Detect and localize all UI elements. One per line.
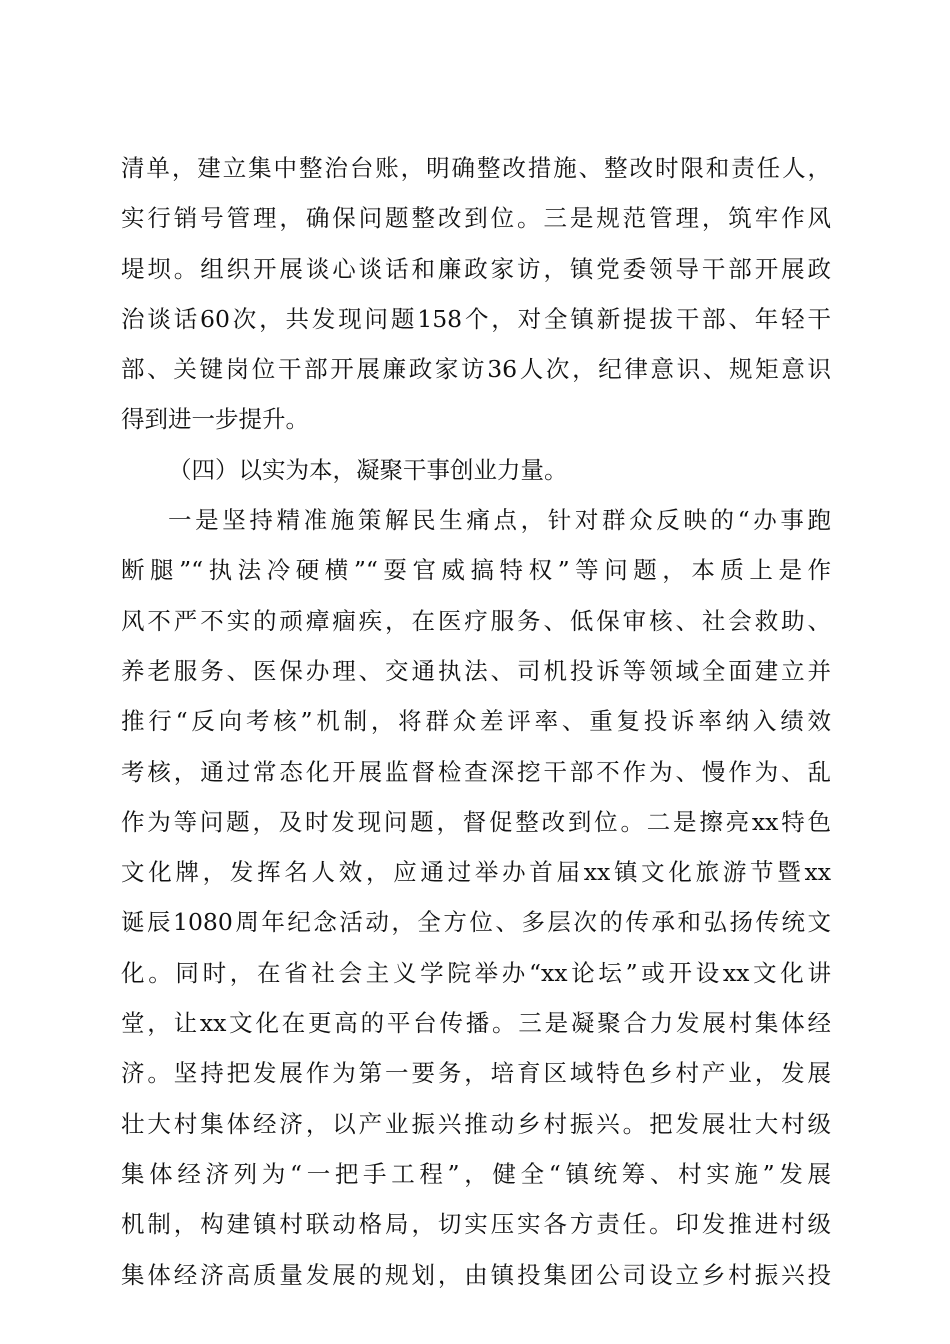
text-line: 推行“反向考核”机制，将群众差评率、重复投诉率纳入绩效: [121, 707, 831, 736]
text-line-paragraph-start: 一是坚持精准施策解民生痛点，针对群众反映的“办事跑: [168, 506, 831, 535]
text-line-paragraph-end: 得到进一步提升。: [121, 405, 309, 434]
text-line: 济。坚持把发展作为第一要务，培育区域特色乡村产业，发展: [121, 1059, 831, 1088]
text-line: 养老服务、医保办理、交通执法、司机投诉等领域全面建立并: [121, 656, 831, 685]
text-line: 化。同时，在省社会主义学院举办“xx论坛”或开设xx文化讲: [121, 958, 831, 987]
text-line: 诞辰1080周年纪念活动，全方位、多层次的传承和弘扬传统文: [121, 908, 831, 937]
text-line: 清单，建立集中整治台账，明确整改措施、整改时限和责任人，: [121, 154, 831, 182]
text-line: 壮大村集体经济，以产业振兴推动乡村振兴。把发展壮大村级: [121, 1109, 831, 1138]
body-text: [121, 143, 831, 1300]
text-line: 堂，让xx文化在更高的平台传播。三是凝聚合力发展村集体经: [121, 1009, 831, 1038]
text-line: 断腿”“执法冷硬横”“耍官威搞特权”等问题，本质上是作: [121, 556, 831, 585]
text-line: 机制，构建镇村联动格局，切实压实各方责任。印发推进村级: [121, 1210, 831, 1239]
text-line: 考核，通过常态化开展监督检查深挖干部不作为、慢作为、乱: [121, 757, 831, 786]
text-line: 堤坝。组织开展谈心谈话和廉政家访，镇党委领导干部开展政: [121, 254, 831, 283]
text-line: 作为等问题，及时发现问题，督促整改到位。二是擦亮xx特色: [121, 807, 831, 836]
section-heading: （四）以实为本，凝聚干事创业力量。: [168, 455, 568, 484]
text-line: 实行销号管理，确保问题整改到位。三是规范管理，筑牢作风: [121, 204, 831, 233]
text-line: 集体经济列为“一把手工程”，健全“镇统筹、村实施”发展: [121, 1159, 831, 1188]
text-line: 风不严不实的顽瘴痼疾，在医疗服务、低保审核、社会救助、: [121, 606, 831, 635]
text-line: 集体经济高质量发展的规划，由镇投集团公司设立乡村振兴投: [121, 1260, 831, 1289]
text-line: 治谈话60次，共发现问题158个，对全镇新提拔干部、年轻干: [121, 304, 831, 333]
text-line: 文化牌，发挥名人效，应通过举办首届xx镇文化旅游节暨xx: [121, 858, 831, 887]
text-line: 部、关键岗位干部开展廉政家访36人次，纪律意识、规矩意识: [121, 355, 831, 384]
